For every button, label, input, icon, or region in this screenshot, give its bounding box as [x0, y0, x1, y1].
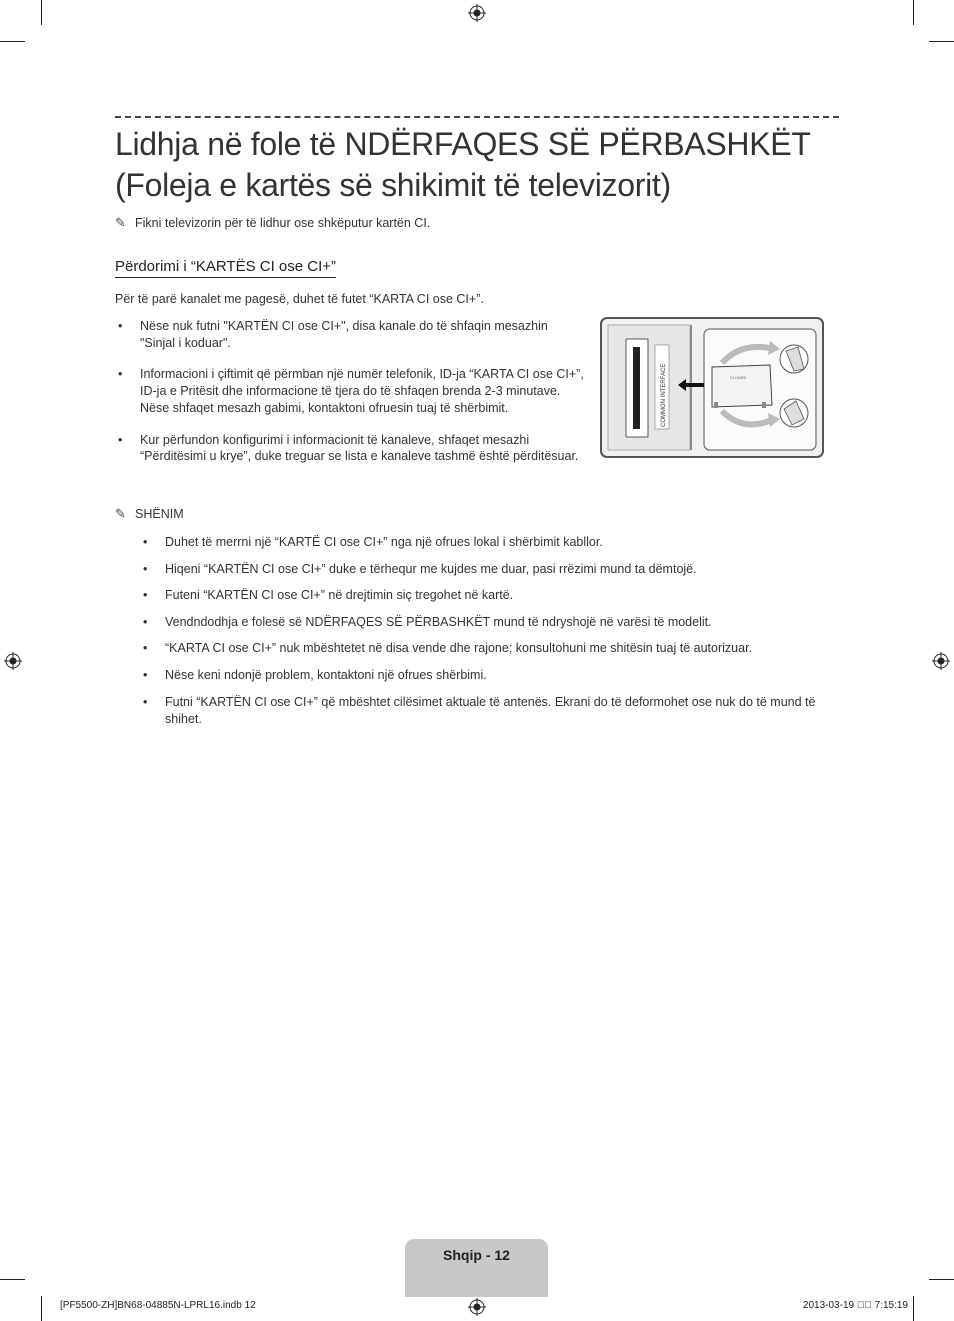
- list-item: • Kur përfundon konfigurimi i informacionit të kanaleve, shfaqet mesazhi “Përditësimi u krye”, duke treguar se lista e kanaleve tashmë është përditësuar.: [115, 432, 585, 465]
- list-item: • Duhet të merrni një “KARTË CI ose CI+” nga një ofrues lokal i shërbimit kabllor.: [140, 534, 830, 551]
- registration-mark-icon: [468, 4, 486, 22]
- pencil-note-icon: ✎: [115, 507, 126, 522]
- list-item: • Hiqeni “KARTËN CI ose CI+” duke e tërhequr me kujdes me duar, pasi rrëzimi mund ta dëmtojë.: [140, 561, 830, 578]
- page-title-line-2: (Foleja e kartës së shikimit të televizorit): [115, 167, 671, 203]
- footer-timestamp: 2013-03-19 ￿￿ 7:15:19: [802, 1300, 908, 1311]
- registration-mark-icon: [4, 652, 22, 670]
- page-number-tab: [405, 1239, 548, 1297]
- section-paragraph: Për të parë kanalet me pagesë, duhet të futet “KARTA CI ose CI+”.: [115, 292, 484, 306]
- crop-mark: [0, 1279, 25, 1280]
- list-item: • Nëse nuk futni "KARTËN CI ose CI+", disa kanale do të shfaqin mesazhin "Sinjal i koduar".: [115, 318, 585, 351]
- crop-mark: [913, 0, 914, 25]
- intro-note-text: Fikni televizorin për të lidhur ose shkëputur kartën CI.: [135, 216, 431, 230]
- intro-note: [115, 216, 430, 231]
- section-bullet-list: [115, 318, 585, 480]
- crop-mark: [929, 1279, 954, 1280]
- page-title: [115, 124, 845, 206]
- ci-card-illustration: [600, 317, 824, 458]
- page-number: Shqip - 12: [443, 1247, 510, 1263]
- registration-mark-icon: [468, 1298, 486, 1316]
- crop-mark: [913, 1296, 914, 1321]
- list-item: • Vendndodhja e folesë së NDËRFAQES SË PËRBASHKËT mund të ndryshojë në varësi të modelit.: [140, 614, 830, 631]
- section-heading: Përdorimi i “KARTËS CI ose CI+”: [115, 258, 336, 278]
- note-heading-text: SHËNIM: [135, 507, 184, 521]
- list-item: • Informacioni i çiftimit që përmban një numër telefonik, ID-ja “KARTA CI ose CI+”, ID-ja e Pritësit dhe informacione të tjera do të shfaqen brenda 2-3 minutave. Nëse shfaqet mesazh gabimi, kontaktoni ofruesin tuaj të shërbimit.: [115, 366, 585, 416]
- list-item: • Futeni “KARTËN CI ose CI+” në drejtimin siç tregohet në kartë.: [140, 587, 830, 604]
- note-heading: [115, 507, 184, 522]
- pencil-note-icon: ✎: [115, 216, 126, 231]
- list-item: • Futni “KARTËN CI ose CI+” që mbështet cilësimet aktuale të antenës. Ekrani do të deformohet ose nuk do të mund të shihet.: [140, 694, 830, 728]
- crop-mark: [41, 1296, 42, 1321]
- crop-mark: [41, 0, 42, 25]
- page-title-line-1: Lidhja në fole të NDËRFAQES SË PËRBASHKËT: [115, 126, 811, 162]
- crop-mark: [929, 41, 954, 42]
- list-item: • Nëse keni ndonjë problem, kontaktoni një ofrues shërbimi.: [140, 667, 830, 684]
- title-divider: [115, 116, 839, 118]
- card-label: CI CARD: [730, 375, 747, 380]
- crop-mark: [0, 41, 25, 42]
- list-item: • “KARTA CI ose CI+” nuk mbështetet në disa vende dhe rajone; konsultohuni me shitësin tuaj të autorizuar.: [140, 640, 830, 657]
- note-bullet-list: [140, 534, 830, 737]
- footer-file-info: [PF5500-ZH]BN68-04885N-LPRL16.indb 12: [60, 1300, 256, 1311]
- ci-slot-diagram: [602, 319, 822, 456]
- slot-label: COMMON INTERFACE: [661, 363, 667, 427]
- registration-mark-icon: [932, 652, 950, 670]
